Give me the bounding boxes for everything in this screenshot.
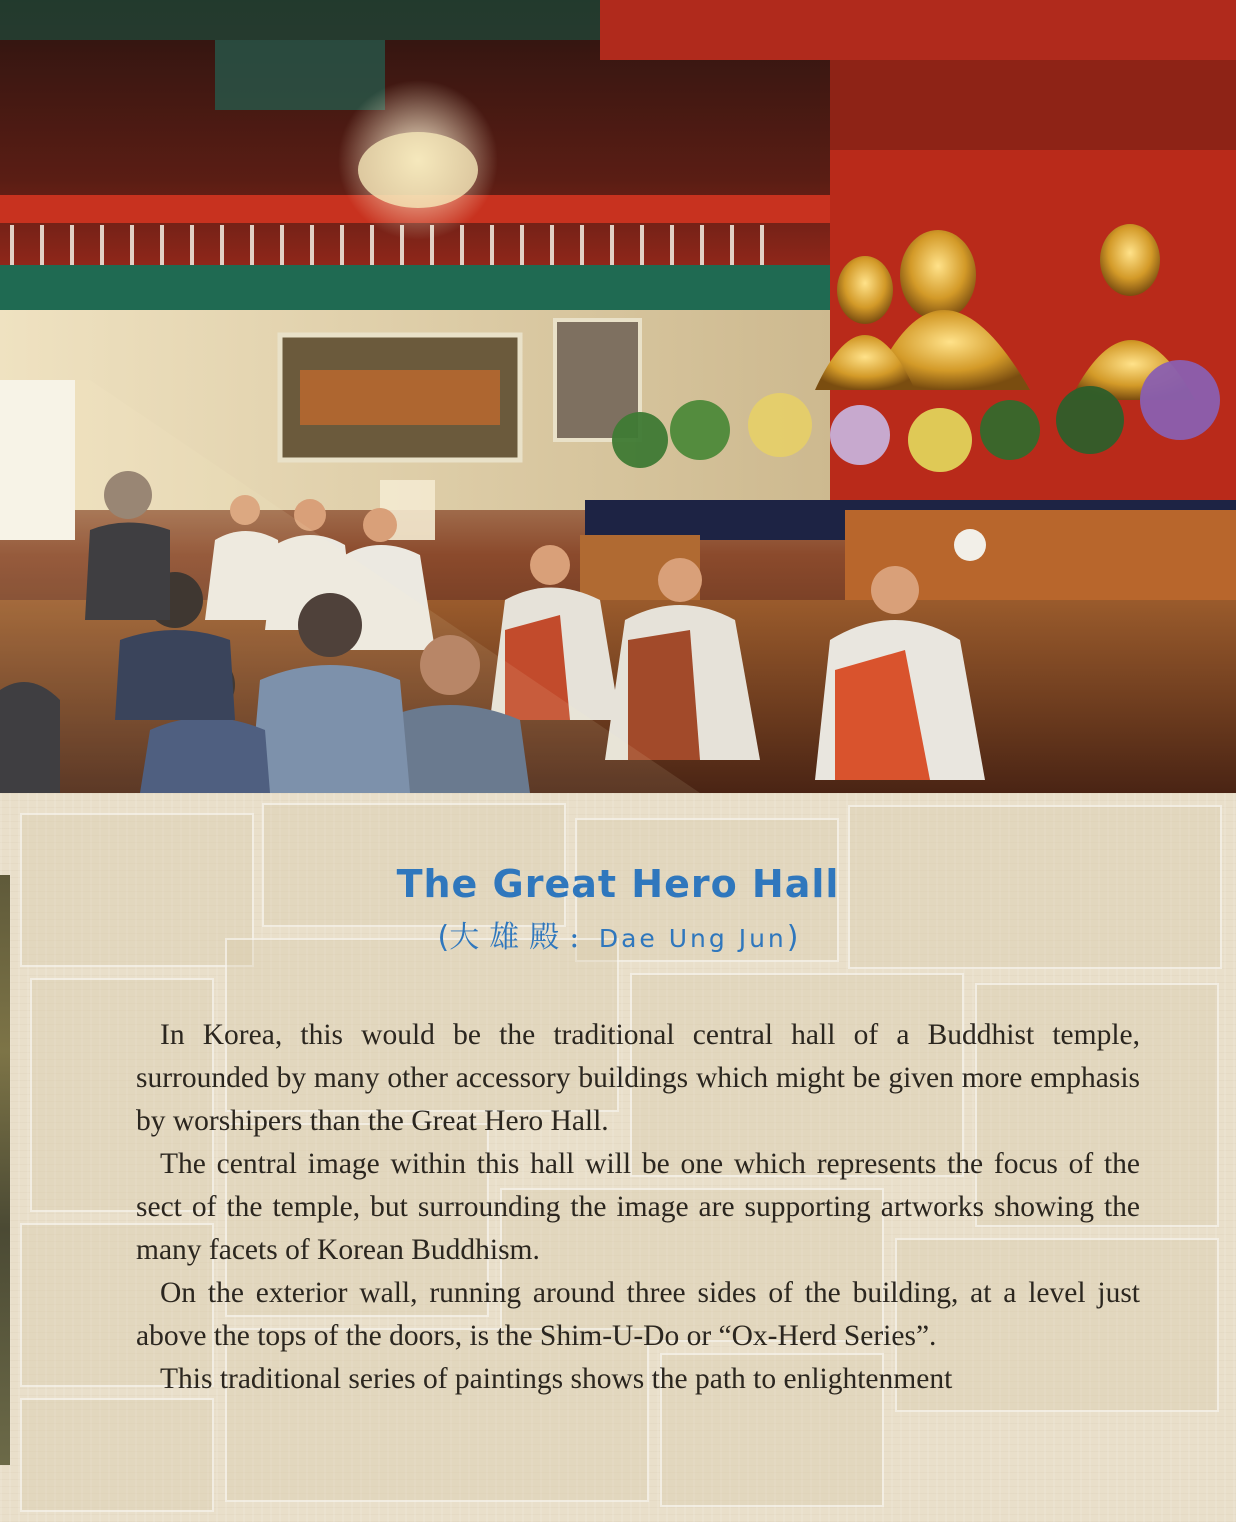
subtitle-romanization: Dae Ung Jun xyxy=(598,924,787,953)
page-title: The Great Hero Hall xyxy=(396,862,840,906)
paragraph: This traditional series of paintings shows the path to enlightenment xyxy=(160,1363,953,1395)
paragraph: In Korea, this would be the traditional central hall of a Buddhist temple, surrounded by many other accessory buildings which might be given more emphasis by worshipers than the Great Hero Hall. xyxy=(136,1019,1140,1137)
paragraph: On the exterior wall, running around three sides of the building, at a level just above the tops of the doors, is the Shim-U-Do or “Ox-Herd Series”. xyxy=(136,1277,1140,1352)
adjacent-page-edge xyxy=(0,875,10,1465)
subtitle-open-paren: ( xyxy=(437,920,450,955)
paragraph: The central image within this hall will be one which represents the focus of the sect of the temple, but surrounding the image are supporting artworks showing the many facets of Korean Buddhism. xyxy=(136,1148,1140,1266)
subtitle-close-paren: ) xyxy=(786,920,799,955)
subtitle-chinese: 大雄殿: xyxy=(449,920,590,955)
page-subtitle xyxy=(0,912,1236,956)
body-text xyxy=(136,1014,1140,1401)
wall-tile xyxy=(20,1398,214,1512)
